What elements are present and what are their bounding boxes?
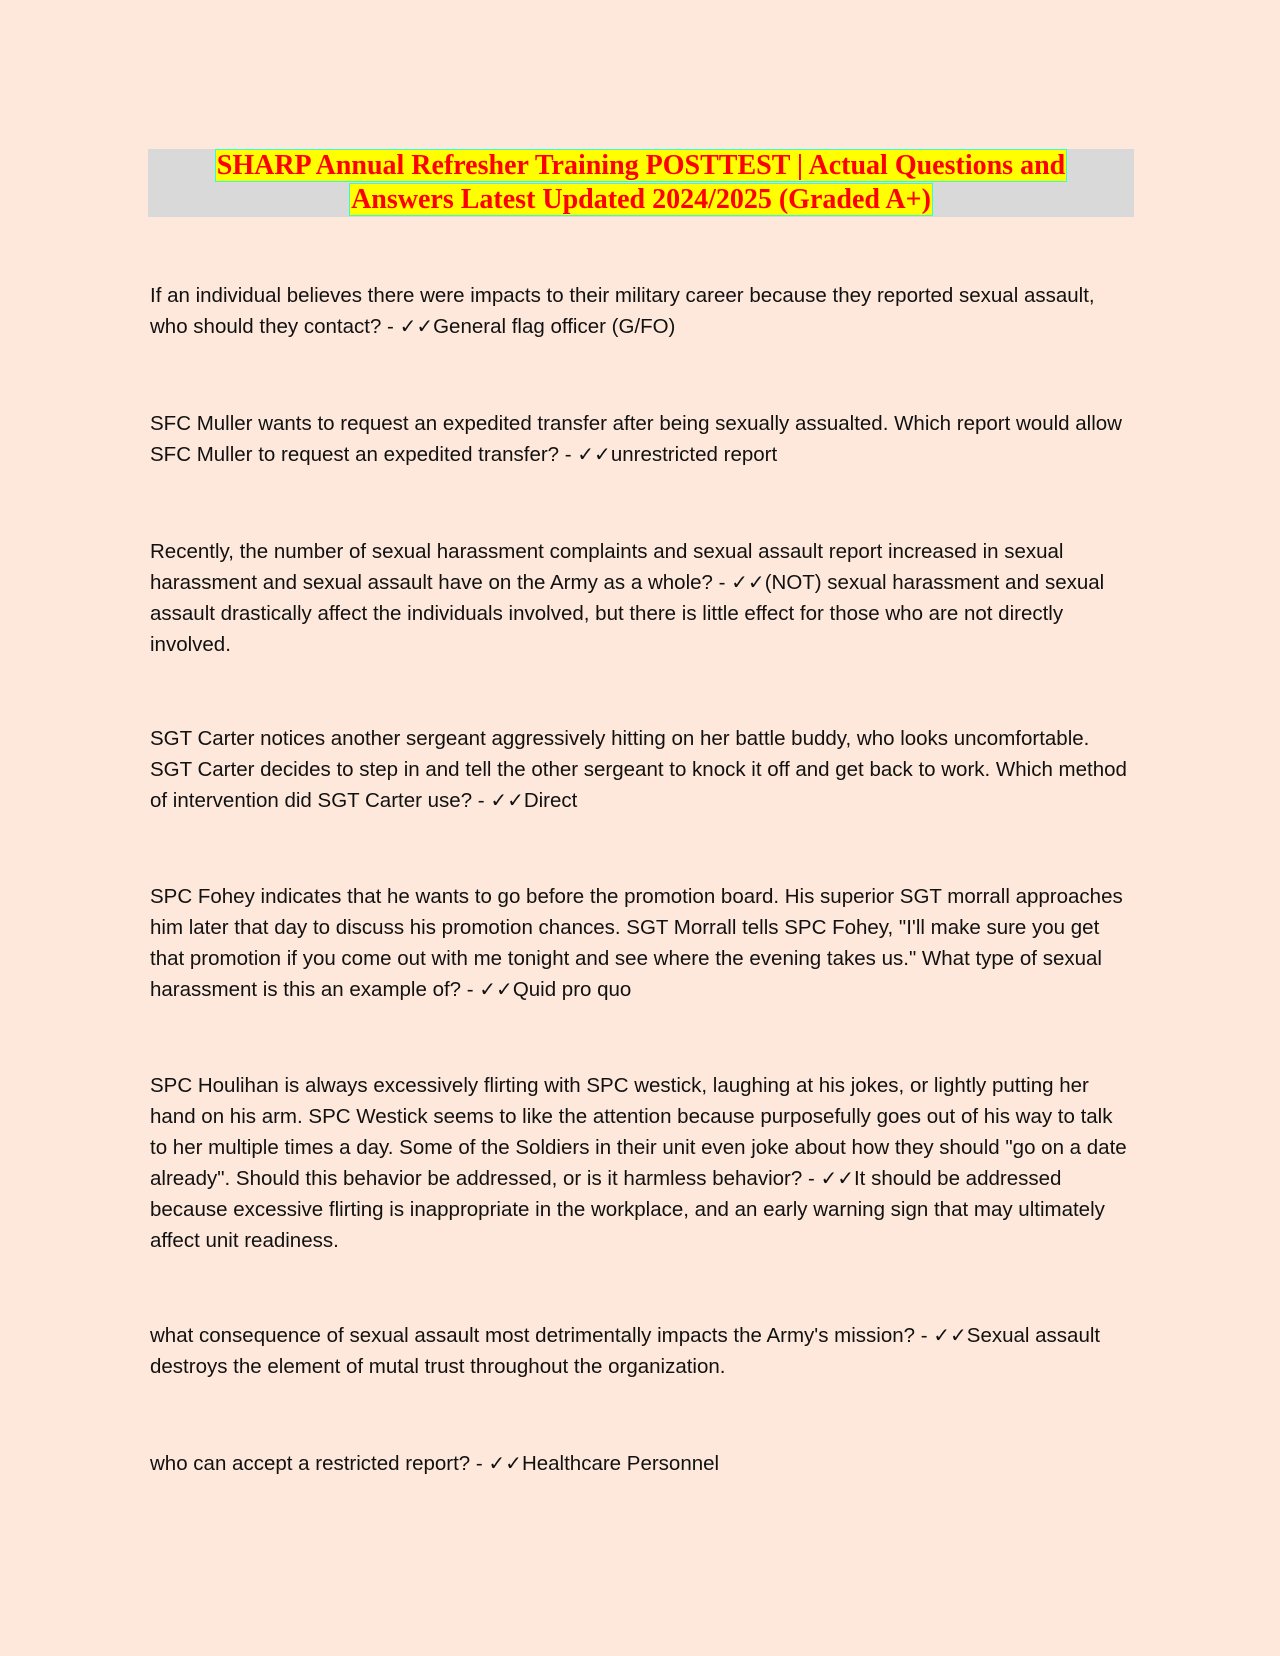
question-text: If an individual believes there were impacts to their military career because they reported sexual assault, who should they contact? - xyxy=(150,284,1095,338)
qa-item-3 xyxy=(150,536,1135,660)
question-text: what consequence of sexual assault most detrimentally impacts the Army's mission? - xyxy=(150,1324,934,1347)
question-text: SPC Fohey indicates that he wants to go before the promotion board. His superior SGT morrall approaches him later that day to discuss his promotion chances. SGT Morrall tells SPC Fohey, "I'll make sure you get that promotion if you come out with me tonight and see where the evening takes us." What type of sexual harassment is this an example of? - xyxy=(150,885,1123,1001)
check-icon: ✓✓ xyxy=(488,1451,522,1475)
document-title xyxy=(148,149,1134,217)
title-line-1: SHARP Annual Refresher Training POSTTEST | Actual Questions and xyxy=(216,150,1066,181)
qa-item-5 xyxy=(150,881,1135,1005)
answer-text: General flag officer (G/FO) xyxy=(433,315,676,338)
check-icon: ✓✓ xyxy=(490,788,524,812)
qa-item-8 xyxy=(150,1448,1135,1479)
qa-item-2 xyxy=(150,408,1135,470)
qa-item-7 xyxy=(150,1320,1135,1382)
question-text: Recently, the number of sexual harassment complaints and sexual assault report increased in sexual harassment and sexual assault have on the Army as a whole? - xyxy=(150,540,1064,594)
answer-text: (NOT) sexual harassment and sexual assault drastically affect the individuals involved, but there is little effect for those who are not directly involved. xyxy=(150,571,1105,656)
qa-item-6 xyxy=(150,1070,1135,1256)
check-icon: ✓✓ xyxy=(399,314,434,338)
answer-text: Sexual assault destroys the element of mutal trust throughout the organization. xyxy=(150,1324,1101,1378)
question-text: SGT Carter notices another sergeant aggressively hitting on her battle buddy, who looks uncomfortable. SGT Carter decides to step in and tell the other sergeant to knock it off and get back to work. Which method of intervention did SGT Carter use? - xyxy=(150,727,1127,812)
check-icon: ✓✓ xyxy=(577,442,611,466)
answer-text: Direct xyxy=(523,789,578,812)
check-icon: ✓✓ xyxy=(820,1166,854,1190)
title-line-2: Answers Latest Updated 2024/2025 (Graded A+) xyxy=(351,184,931,215)
answer-text: Quid pro quo xyxy=(512,978,632,1001)
question-text: who can accept a restricted report? - xyxy=(150,1452,489,1475)
check-icon: ✓✓ xyxy=(479,977,513,1001)
question-text: SPC Houlihan is always excessively flirting with SPC westick, laughing at his jokes, or lightly putting her hand on his arm. SPC Westick seems to like the attention because purposefully goes out of his way to talk to her multiple times a day. Some of the Soldiers in their unit even joke about how they should "go on a date already". Should this behavior be addressed, or is it harmless behavior? - xyxy=(150,1074,1127,1190)
qa-item-4 xyxy=(150,723,1135,816)
check-icon: ✓✓ xyxy=(731,570,765,594)
question-text: SFC Muller wants to request an expedited transfer after being sexually assualted. Which report would allow SFC Muller to request an expedited transfer? - xyxy=(150,412,1122,466)
qa-item-1 xyxy=(150,280,1135,342)
answer-text: It should be addressed because excessive flirting is inappropriate in the workplace, and an early warning sign that may ultimately affect unit readiness. xyxy=(150,1167,1105,1252)
check-icon: ✓✓ xyxy=(933,1323,967,1347)
answer-text: Healthcare Personnel xyxy=(521,1452,720,1475)
answer-text: unrestricted report xyxy=(610,443,778,466)
